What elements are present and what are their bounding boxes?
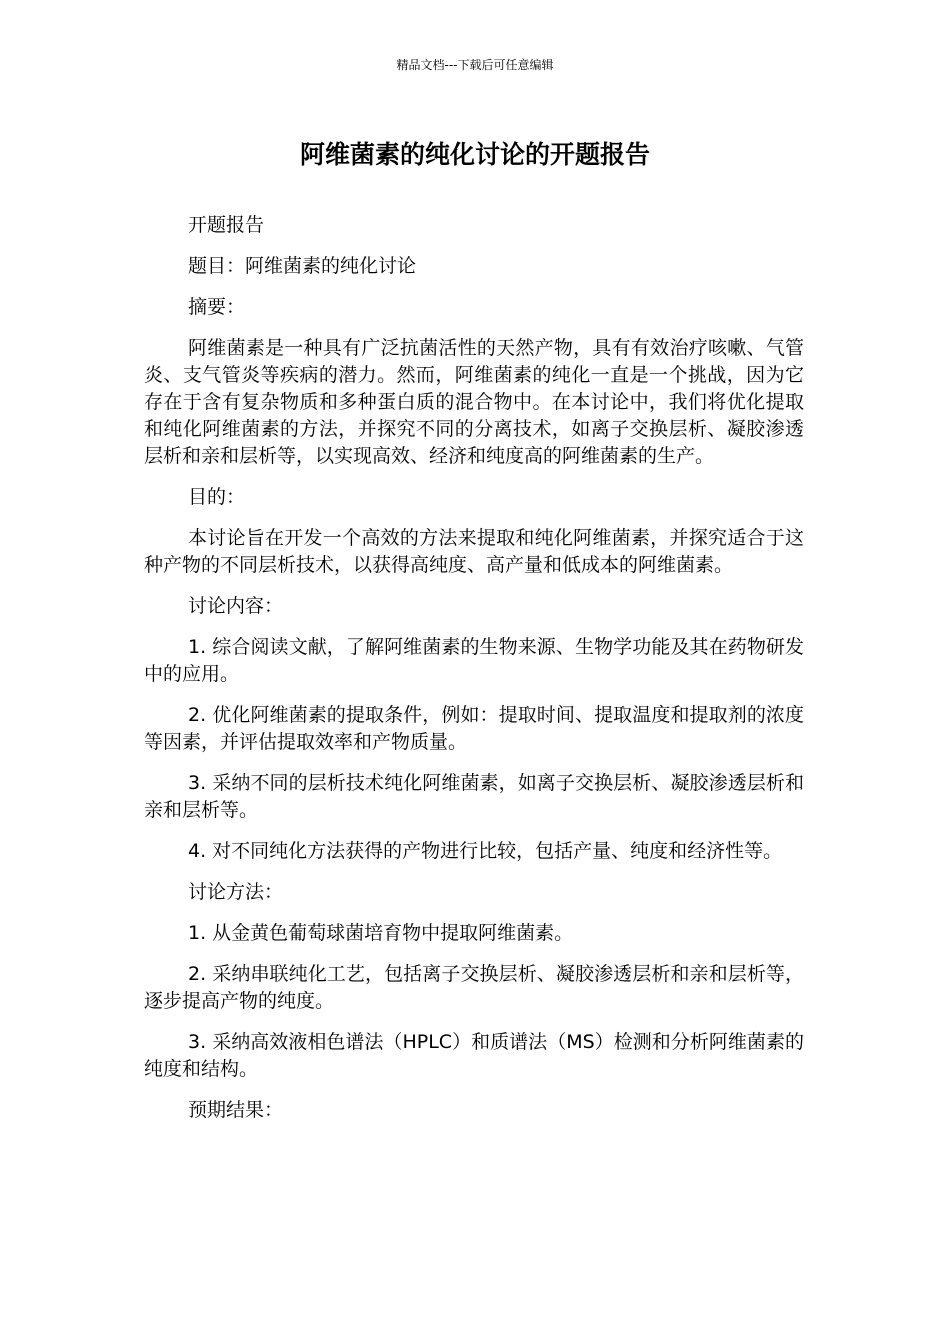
paragraph-purpose: 本讨论旨在开发一个高效的方法来提取和纯化阿维菌素，并探究适合于这种产物的不同层析技术，以获得高纯度、高产量和低成本的阿维菌素。 xyxy=(144,527,804,576)
heading-abstract: 摘要： xyxy=(188,296,246,318)
document-title: 阿维菌素的纯化讨论的开题报告 xyxy=(299,140,650,169)
page-header: 精品文档---下载后可任意编辑 xyxy=(396,58,554,72)
content-item-4: 4. 对不同纯化方法获得的产物进行比较，包括产量、纯度和经济性等。 xyxy=(188,840,783,862)
content-item-1: 1. 综合阅读文献，了解阿维菌素的生物来源、生物学功能及其在药物研发中的应用。 xyxy=(144,636,804,685)
method-item-3: 3. 采纳高效液相色谱法（HPLC）和质谱法（MS）检测和分析阿维菌素的纯度和结构。 xyxy=(144,1031,804,1080)
paragraph-topic: 题目：阿维菌素的纯化讨论 xyxy=(188,255,417,277)
heading-methods: 讨论方法： xyxy=(188,881,284,903)
paragraph-report-label: 开题报告 xyxy=(188,214,265,236)
content-item-3: 3. 采纳不同的层析技术纯化阿维菌素，如离子交换层析、凝胶渗透层析和亲和层析等。 xyxy=(144,772,804,821)
method-item-1: 1. 从金黄色葡萄球菌培育物中提取阿维菌素。 xyxy=(188,922,574,944)
document-body xyxy=(144,212,804,1138)
heading-content: 讨论内容： xyxy=(188,595,284,617)
paragraph-abstract: 阿维菌素是一种具有广泛抗菌活性的天然产物，具有有效治疗咳嗽、气管炎、支气管炎等疾病的潜力。然而，阿维菌素的纯化一直是一个挑战，因为它存在于含有复杂物质和多种蛋白质的混合物中。在本讨论中，我们将优化提取和纯化阿维菌素的方法，并探究不同的分离技术，如离子交换层析、凝胶渗透层析和亲和层析等，以实现高效、经济和纯度高的阿维菌素的生产。 xyxy=(144,337,804,467)
heading-expected-results: 预期结果： xyxy=(188,1099,284,1121)
heading-purpose: 目的： xyxy=(188,486,246,508)
method-item-2: 2. 采纳串联纯化工艺，包括离子交换层析、凝胶渗透层析和亲和层析等，逐步提高产物的纯度。 xyxy=(144,963,804,1012)
content-item-2: 2. 优化阿维菌素的提取条件，例如：提取时间、提取温度和提取剂的浓度等因素，并评估提取效率和产物质量。 xyxy=(144,704,804,753)
